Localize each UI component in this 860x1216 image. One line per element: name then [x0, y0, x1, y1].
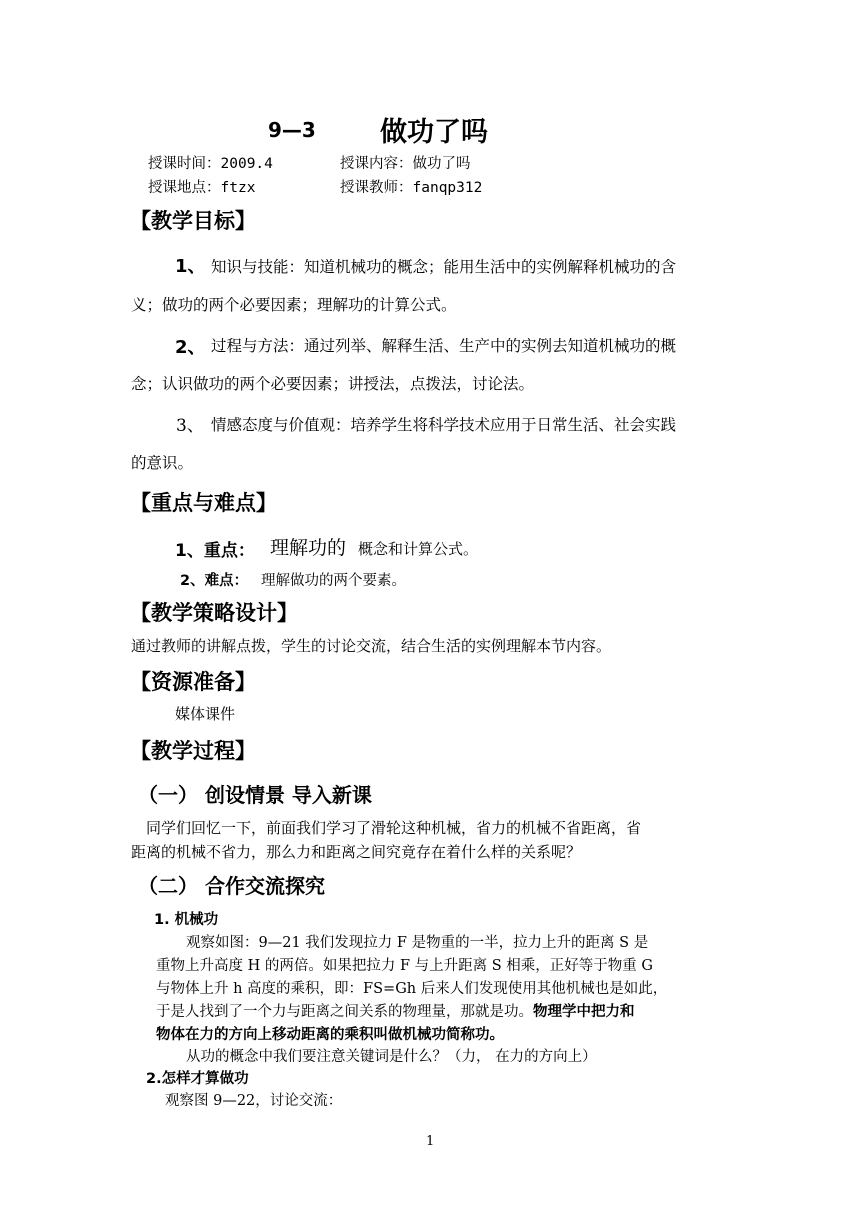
para-1-line-4-bold: 物理学中把力和: [533, 1004, 635, 1020]
meta-place: 授课地点：ftzx: [148, 180, 256, 196]
goal-1-number: 1、: [175, 256, 206, 277]
para-1-line-4: [156, 1000, 635, 1021]
para-1-line-1: 观察如图：9—21 我们发现拉力 F 是物重的一半，拉力上升的距离 S 是: [186, 935, 649, 951]
goal-2-line-2: 念；认识做功的两个必要因素；讲授法，点拨法，讨论法。: [131, 375, 535, 393]
meta-content: 授课内容：做功了吗: [340, 156, 471, 172]
difficulty-text: 理解做功的两个要素。: [261, 573, 406, 589]
key-point-text: 概念和计算公式。: [358, 540, 479, 558]
meta-teacher: 授课教师：fanqp312: [340, 180, 483, 196]
goal-3-line-1: 情感态度与价值观：培养学生将科学技术应用于日常生活、社会实践: [211, 416, 677, 434]
section-heading-resources: 【资源准备】: [130, 670, 256, 694]
para-2-line-1: 观察图 9—22，讨论交流：: [165, 1093, 343, 1109]
resources-text: 媒体课件: [175, 705, 236, 723]
meta-time: 授课时间：2009.4: [148, 156, 273, 172]
strategy-text: 通过教师的讲解点拨，学生的讨论交流，结合生活的实例理解本节内容。: [131, 637, 612, 655]
para-1-line-6: 从功的概念中我们要注意关键词是什么？（力， 在力的方向上）: [186, 1049, 597, 1065]
goal-3-number: 3、: [176, 416, 204, 436]
difficulty-label: 2、难点：: [180, 573, 249, 589]
goal-1-line-2: 义；做功的两个必要因素；理解功的计算公式。: [131, 296, 457, 314]
section-heading-key-points: 【重点与难点】: [130, 491, 277, 515]
goal-2-number: 2、: [175, 337, 206, 358]
goal-2-line-1: 过程与方法：通过列举、解释生活、生产中的实例去知道机械功的概: [211, 337, 677, 355]
section-heading-process: 【教学过程】: [130, 739, 256, 763]
key-point-label: 1、重点：: [175, 541, 255, 561]
para-1-line-2: 重物上升高度 H 的两倍。如果把拉力 F 与上升距离 S 相乘，正好等于物重 G: [156, 958, 653, 974]
page-number: 1: [426, 1134, 435, 1149]
sub-item-1-heading: 1. 机械功: [154, 912, 219, 928]
section-heading-strategy: 【教学策略设计】: [130, 601, 298, 625]
page-title: 做功了吗: [380, 117, 488, 148]
goal-1-line-1: 知识与技能：知道机械功的概念；能用生活中的实例解释机械功的含: [211, 258, 677, 276]
process-1-line-1: 同学们回忆一下，前面我们学习了滑轮这种机械，省力的机械不省距离，省: [146, 819, 642, 837]
lesson-number: 9—3: [268, 118, 316, 142]
para-1-line-3: 与物体上升 h 高度的乘积，即：FS=Gh 后来人们发现使用其他机械也是如此，: [156, 981, 668, 997]
subsection-heading-1: （一） 创设情景 导入新课: [138, 783, 372, 807]
subsection-heading-2: （二） 合作交流探究: [138, 874, 325, 898]
goal-3-line-2: 的意识。: [131, 454, 194, 472]
process-1-line-2: 距离的机械不省力，那么力和距离之间究竟存在着什么样的关系呢？: [131, 843, 582, 861]
section-heading-goals: 【教学目标】: [130, 209, 256, 233]
para-1-line-4-normal: 于是人找到了一个力与距离之间关系的物理量，那就是功。: [156, 1004, 533, 1020]
sub-item-2-heading: 2.怎样才算做功: [146, 1071, 249, 1087]
para-1-line-5: 物体在力的方向上移动距离的乘积叫做机械功简称功。: [156, 1027, 504, 1043]
key-point-emphasis: 理解功的: [270, 537, 347, 559]
